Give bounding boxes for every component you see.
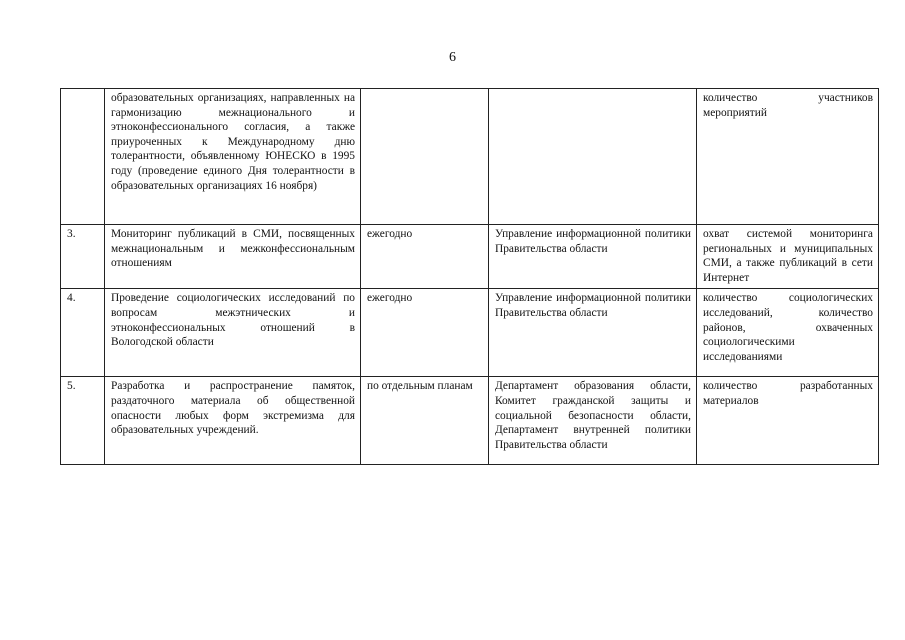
table-row [61, 89, 879, 225]
executor-cell: Департамент образования области, Комитет гражданской защиты и социальной безопасности области, Департамент внутренней политики Правительства области [489, 377, 697, 465]
executor-cell [489, 89, 697, 225]
term-cell: ежегодно [361, 289, 489, 377]
term-cell: по отдельным планам [361, 377, 489, 465]
indicator-cell: количество социологических исследований, количество районов, охваченных социологическими исследованиями [697, 289, 879, 377]
page-number: 6 [449, 50, 456, 65]
term-cell [361, 89, 489, 225]
table-row [61, 377, 879, 465]
table-row [61, 225, 879, 289]
plan-table [60, 88, 879, 465]
row-number: 3. [61, 225, 105, 289]
row-number: 4. [61, 289, 105, 377]
executor-cell: Управление информационной политики Правительства области [489, 225, 697, 289]
action-cell: Проведение социологических исследований по вопросам межэтнических и этноконфессиональных отношений в Вологодской области [105, 289, 361, 377]
table-row [61, 289, 879, 377]
action-cell: Мониторинг публикаций в СМИ, посвященных межнациональным и межконфессиональным отношениям [105, 225, 361, 289]
action-cell: Разработка и распространение памяток, раздаточного материала об общественной опасности любых форм экстремизма для образовательных учреждений. [105, 377, 361, 465]
term-cell: ежегодно [361, 225, 489, 289]
indicator-cell: охват системой мониторинга региональных и муниципальных СМИ, а также публикаций в сети Интернет [697, 225, 879, 289]
row-number: 5. [61, 377, 105, 465]
executor-cell: Управление информационной политики Правительства области [489, 289, 697, 377]
indicator-cell: количество участников мероприятий [697, 89, 879, 225]
action-cell: образовательных организациях, направленных на гармонизацию межнационального и этноконфессионального согласия, а также приуроченных к Международному дню толерантности, объявленному ЮНЕСКО в 1995 году (проведение единого Дня толерантности в образовательных организациях 16 ноября) [105, 89, 361, 225]
indicator-cell: количество разработанных материалов [697, 377, 879, 465]
row-number [61, 89, 105, 225]
